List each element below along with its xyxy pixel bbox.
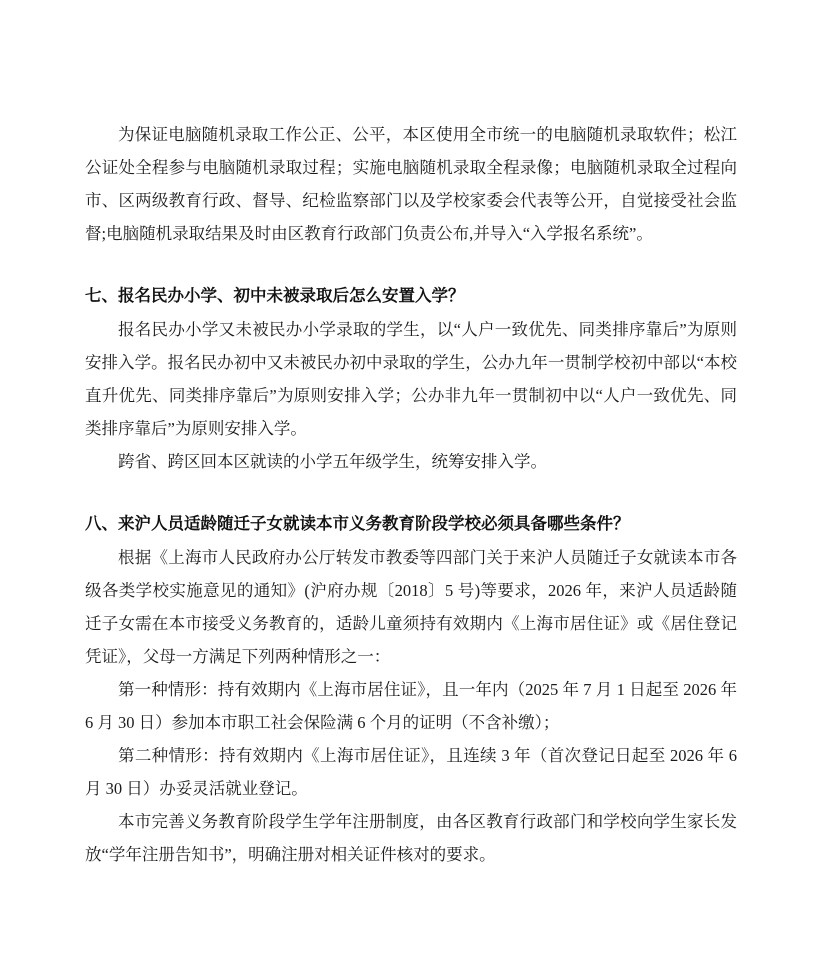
section-heading-7: 七、报名民办小学、初中未被录取后怎么安置入学？	[85, 287, 465, 305]
section-heading-8: 八、来沪人员适龄随迁子女就读本市义务教育阶段学校必须具备哪些条件？	[85, 515, 630, 533]
body-paragraph-cross-district: 跨省、跨区回本区就读的小学五年级学生，统筹安排入学。	[118, 452, 547, 471]
body-paragraph-migrant-policy-basis: 根据《上海市人民政府办公厅转发市教委等四部门关于来沪人员随迁子女就读本市各级各类学校实施意见的通知》(沪府办规〔2018〕5 号)等要求，2026 年，来沪人员适龄随迁子女需在本市接受义务教育的，适龄儿童须持有效期内《上海市居住证》或《居住登记凭证》，父母一方满足下列两种情形之一：	[85, 548, 737, 666]
body-paragraph-condition-1: 第一种情形：持有效期内《上海市居住证》，且一年内（2025 年 7 月 1 日起至 2026 年 6 月 30 日）参加本市职工社会保险满 6 个月的证明（不含补缴）；	[85, 680, 737, 732]
body-paragraph-placement-rules: 报名民办小学又未被民办小学录取的学生，以“人户一致优先、同类排序靠后”为原则安排入学。报名民办初中又未被民办初中录取的学生，公办九年一贯制学校初中部以“本校直升优先、同类排序靠后”为原则安排入学；公办非九年一贯制初中以“人户一致优先、同类排序靠后”为原则安排入学。	[85, 320, 737, 438]
body-paragraph-condition-2: 第二种情形：持有效期内《上海市居住证》，且连续 3 年（首次登记日起至 2026 年 6 月 30 日）办妥灵活就业登记。	[85, 746, 738, 798]
body-paragraph-lottery-fairness: 为保证电脑随机录取工作公正、公平，本区使用全市统一的电脑随机录取软件；松江公证处全程参与电脑随机录取过程；实施电脑随机录取全程录像；电脑随机录取全过程向市、区两级教育行政、督导、纪检监察部门以及学校家委会代表等公开，自觉接受社会监督;电脑随机录取结果及时由区教育行政部门负责公布,并导入“入学报名系统”。	[85, 125, 737, 243]
body-paragraph-registration-notice: 本市完善义务教育阶段学生学年注册制度，由各区教育行政部门和学校向学生家长发放“学年注册告知书”，明确注册对相关证件核对的要求。	[85, 812, 737, 864]
